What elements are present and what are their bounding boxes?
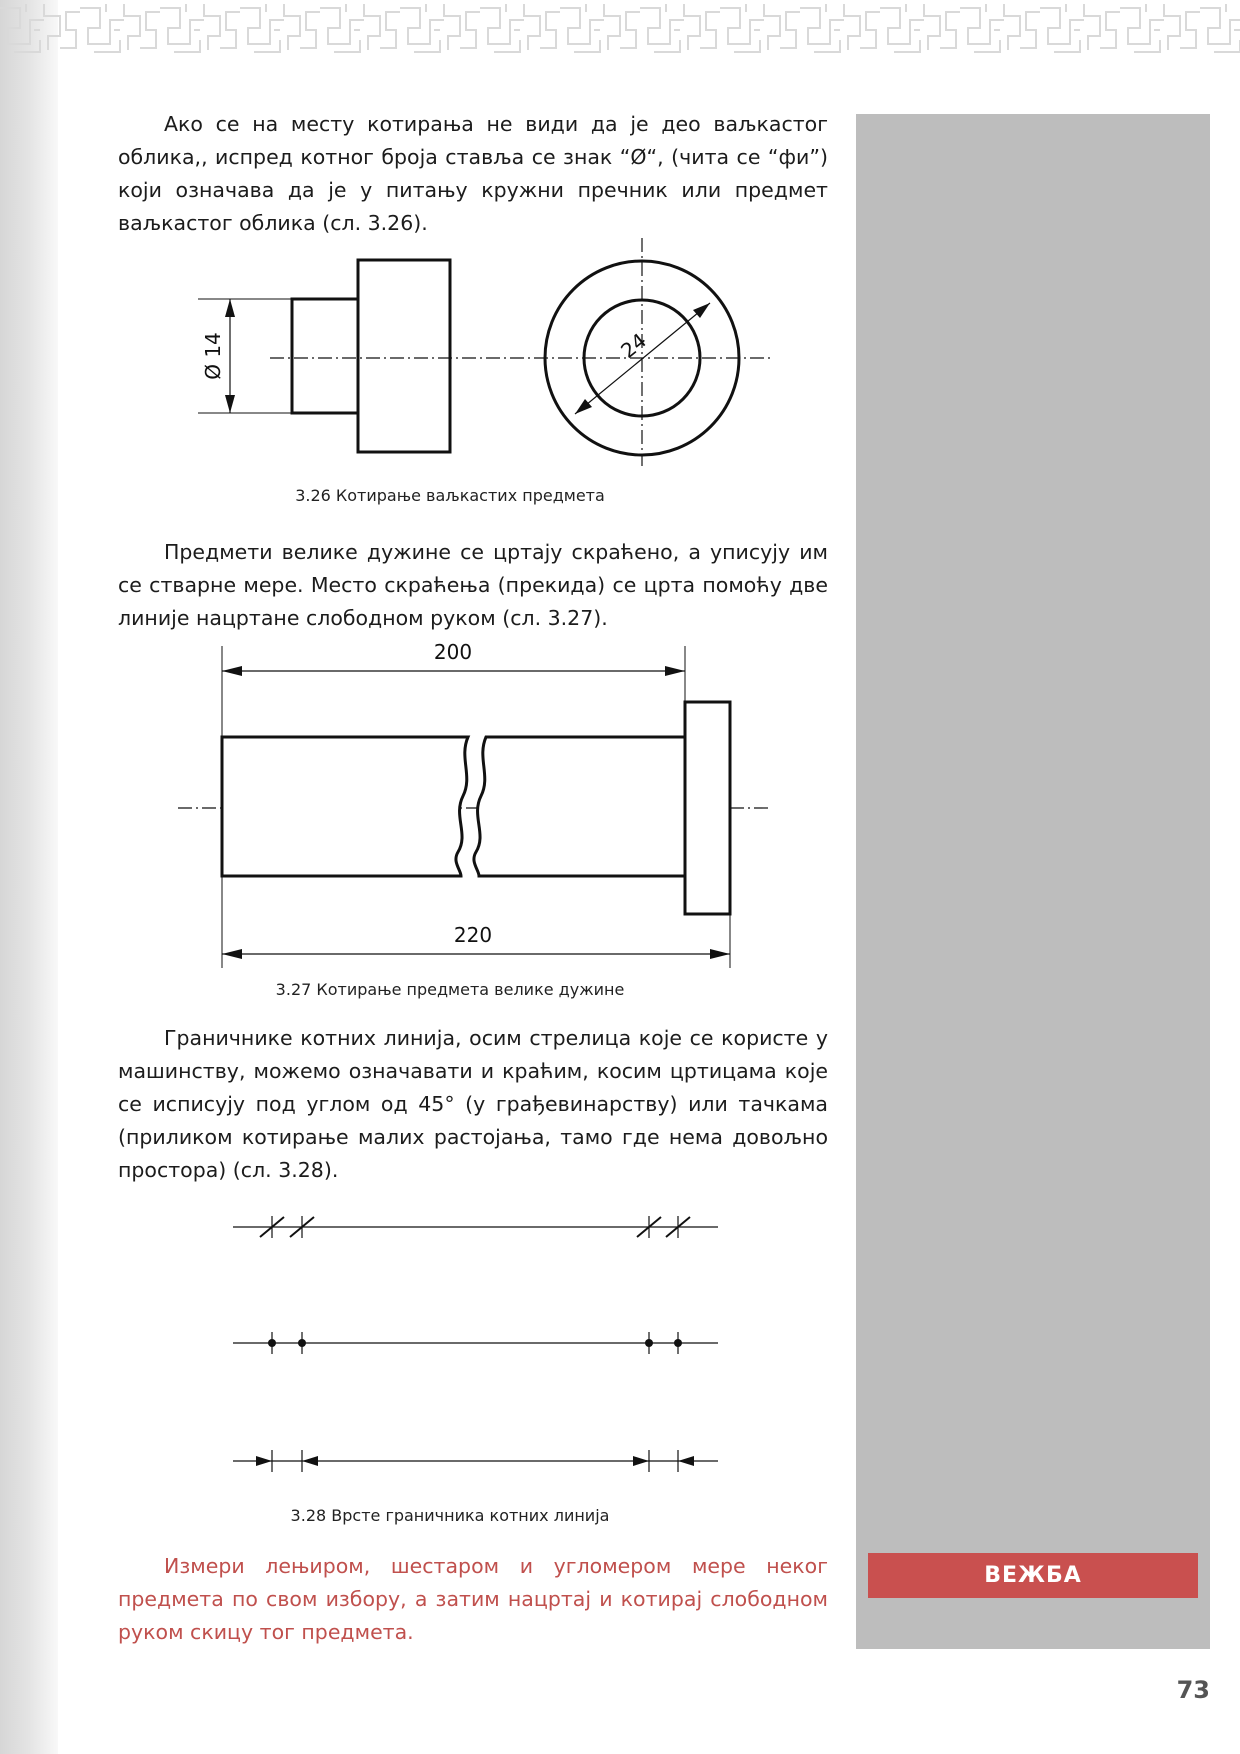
exercise-badge: ВЕЖБА: [868, 1553, 1198, 1598]
decorative-top-border: [0, 0, 1240, 60]
dimension-label-220: 220: [453, 923, 493, 947]
caption-figure-3-28: 3.28 Врсте граничника котних линија: [290, 1506, 610, 1525]
terminator-row-dots: [233, 1332, 718, 1354]
dimension-label-circle: 24: [616, 328, 652, 363]
paragraph-long-objects: Предмети велике дужине се цртају скраћено, а уписују им се стварне мере. Место скраћења (прекида) се црта помоћу две линије нацртане слободном руком (сл. 3.27).: [118, 540, 828, 630]
page-edge-shadow: [0, 0, 58, 1754]
terminator-row-arrows: [233, 1450, 718, 1472]
margin-sidebar: [856, 114, 1210, 1649]
figure-3-26-cylinder-dimensioning: [190, 238, 770, 468]
small-cylinder-outline: [292, 299, 358, 413]
caption-figure-3-27: 3.27 Котирање предмета велике дужине: [275, 980, 625, 999]
exercise-text: Измери лењиром, шестаром и угломером мере неког предмета по свом избору, а затим нацртај и котирај слободном руком скицу тог предмета.: [118, 1554, 828, 1644]
paragraph-cylindrical-dimensioning: Ако се на месту котирања не види да је део ваљкастог облика,, испред котног броја ставља се знак “Ø“, (чита се “фи”) који означава да је у питању кружни пречник или предмет ваљкастог облика (сл. 3.26).: [118, 112, 828, 235]
caption-figure-3-26: 3.26 Котирање ваљкастих предмета: [295, 486, 605, 505]
figure-3-27-long-object-dimensioning: [170, 636, 790, 976]
figure-3-28-terminator-types: [220, 1200, 730, 1490]
large-cylinder-outline: [358, 260, 450, 452]
shaft-right-part: [474, 737, 685, 876]
dimension-label-200: 200: [433, 640, 473, 664]
page-number: 73: [1176, 1676, 1210, 1704]
shaft-collar: [685, 702, 730, 914]
terminator-row-oblique-strokes: [233, 1216, 718, 1238]
shaft-left-part: [222, 737, 468, 876]
paragraph-dimension-terminators: Граничнике котних линија, осим стрелица које се користе у машинству, можемо означавати и краћим, косим цртицама које се исписују под углом од 45° (у грађевинарству) или тачкама (приликом котирање малих растојања, тамо где нема довољно простора) (сл. 3.28).: [118, 1026, 828, 1182]
dimension-label-diameter: Ø 14: [201, 332, 225, 380]
